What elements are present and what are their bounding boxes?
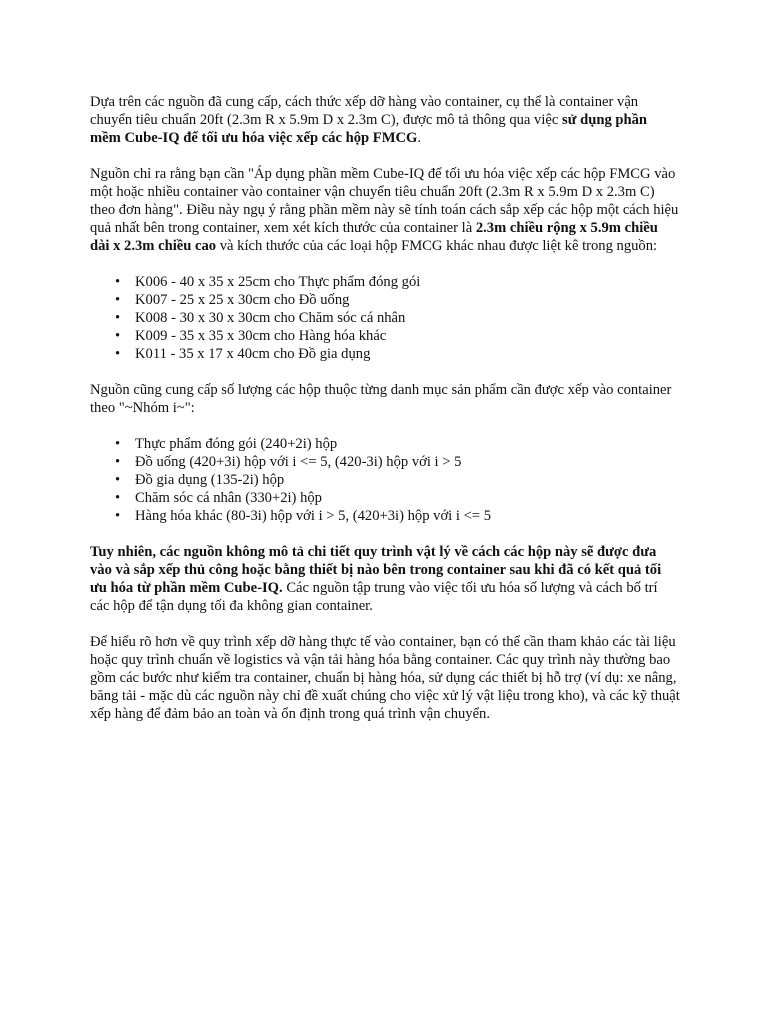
source-bold-dimensions: 2.3m chiều rộng x 5.9m chiều dài x 2.3m chiều cao bbox=[90, 220, 658, 254]
source-text-end: và kích thước của các loại hộp FMCG khác nhau được liệt kê trong nguồn: bbox=[216, 238, 658, 254]
list-item-text: K006 - 40 x 35 x 25cm cho Thực phẩm đóng gói bbox=[135, 274, 421, 290]
bullet-icon: • bbox=[115, 454, 121, 470]
list-item bbox=[115, 471, 680, 489]
list-item bbox=[115, 453, 680, 471]
list-item-text: Đồ gia dụng (135-2i) hộp bbox=[135, 472, 285, 488]
list-item bbox=[115, 291, 680, 309]
list-item-text: K009 - 35 x 35 x 30cm cho Hàng hóa khác bbox=[135, 328, 387, 344]
document-page bbox=[90, 93, 680, 741]
list-item bbox=[115, 345, 680, 363]
box-size-list bbox=[90, 273, 680, 363]
paragraph-intro bbox=[90, 93, 680, 147]
list-item-text: K007 - 25 x 25 x 30cm cho Đồ uống bbox=[135, 292, 350, 308]
source-text: Nguồn chỉ ra rằng bạn cần "Áp dụng phần mềm Cube-IQ để tối ưu hóa việc xếp các hộp FMCG vào một hoặc nhiều container vào container vận chuyển tiêu chuẩn 20ft (2.3m R x 5.9m D x 2.3m C) theo đơn hàng". Điều này ngụ ý rằng phần mềm này sẽ tính toán cách sắp xếp các hộp một cách hiệu quả nhất bên trong container, xem xét kích thước của container là bbox=[90, 166, 679, 236]
bullet-icon: • bbox=[115, 292, 121, 308]
list-item-text: K008 - 30 x 30 x 30cm cho Chăm sóc cá nhân bbox=[135, 310, 406, 326]
bullet-icon: • bbox=[115, 436, 121, 452]
paragraph-source bbox=[90, 165, 680, 255]
bullet-icon: • bbox=[115, 346, 121, 362]
box-quantity-list bbox=[90, 435, 680, 525]
however-text: Các nguồn tập trung vào việc tối ưu hóa số lượng và cách bố trí các hộp để tận dụng tối đa không gian container. bbox=[90, 580, 658, 614]
list-item-text: K011 - 35 x 17 x 40cm cho Đồ gia dụng bbox=[135, 346, 371, 362]
however-bold-text: Tuy nhiên, các nguồn không mô tả chi tiết quy trình vật lý về cách các hộp này sẽ được đưa vào và sắp xếp thủ công hoặc bằng thiết bị nào bên trong container sau khi đã có kết quả tối ưu hóa từ phần mềm Cube-IQ. bbox=[90, 544, 662, 596]
paragraph-quantity: Nguồn cũng cung cấp số lượng các hộp thuộc từng danh mục sản phẩm cần được xếp vào container theo "~Nhóm i~": bbox=[90, 382, 672, 416]
list-item-text: Thực phẩm đóng gói (240+2i) hộp bbox=[135, 436, 338, 452]
list-item-text: Đồ uống (420+3i) hộp với i <= 5, (420-3i) hộp với i > 5 bbox=[135, 454, 462, 470]
bullet-icon: • bbox=[115, 310, 121, 326]
list-item bbox=[115, 327, 680, 345]
bullet-icon: • bbox=[115, 472, 121, 488]
intro-bold-text: sử dụng phần mềm Cube-IQ để tối ưu hóa việc xếp các hộp FMCG bbox=[90, 112, 648, 146]
intro-text: Dựa trên các nguồn đã cung cấp, cách thức xếp dỡ hàng vào container, cụ thể là container vận chuyển tiêu chuẩn 20ft (2.3m R x 5.9m D x 2.3m C), được mô tả thông qua việc bbox=[90, 94, 639, 128]
list-item bbox=[115, 507, 680, 525]
bullet-icon: • bbox=[115, 328, 121, 344]
intro-text-end: . bbox=[417, 130, 422, 146]
bullet-icon: • bbox=[115, 274, 121, 290]
bullet-icon: • bbox=[115, 490, 121, 506]
list-item-text: Hàng hóa khác (80-3i) hộp với i > 5, (420+3i) hộp với i <= 5 bbox=[135, 508, 491, 524]
list-item bbox=[115, 435, 680, 453]
list-item bbox=[115, 309, 680, 327]
list-item bbox=[115, 273, 680, 291]
list-item bbox=[115, 489, 680, 507]
paragraph-conclusion: Để hiểu rõ hơn về quy trình xếp dỡ hàng thực tế vào container, bạn có thể cần tham khảo các tài liệu hoặc quy trình chuẩn về logistics và vận tải hàng hóa bằng container. Các quy trình này thường bao gồm các bước như kiểm tra container, chuẩn bị hàng hóa, sử dụng các thiết bị hỗ trợ (ví dụ: xe nâng, băng tải - mặc dù các nguồn này chỉ đề xuất chúng cho việc xử lý vật liệu trong kho), và các kỹ thuật xếp hàng để đảm bảo an toàn và ổn định trong quá trình vận chuyển. bbox=[90, 634, 680, 722]
bullet-icon: • bbox=[115, 508, 121, 524]
list-item-text: Chăm sóc cá nhân (330+2i) hộp bbox=[135, 490, 322, 506]
paragraph-however bbox=[90, 543, 680, 615]
